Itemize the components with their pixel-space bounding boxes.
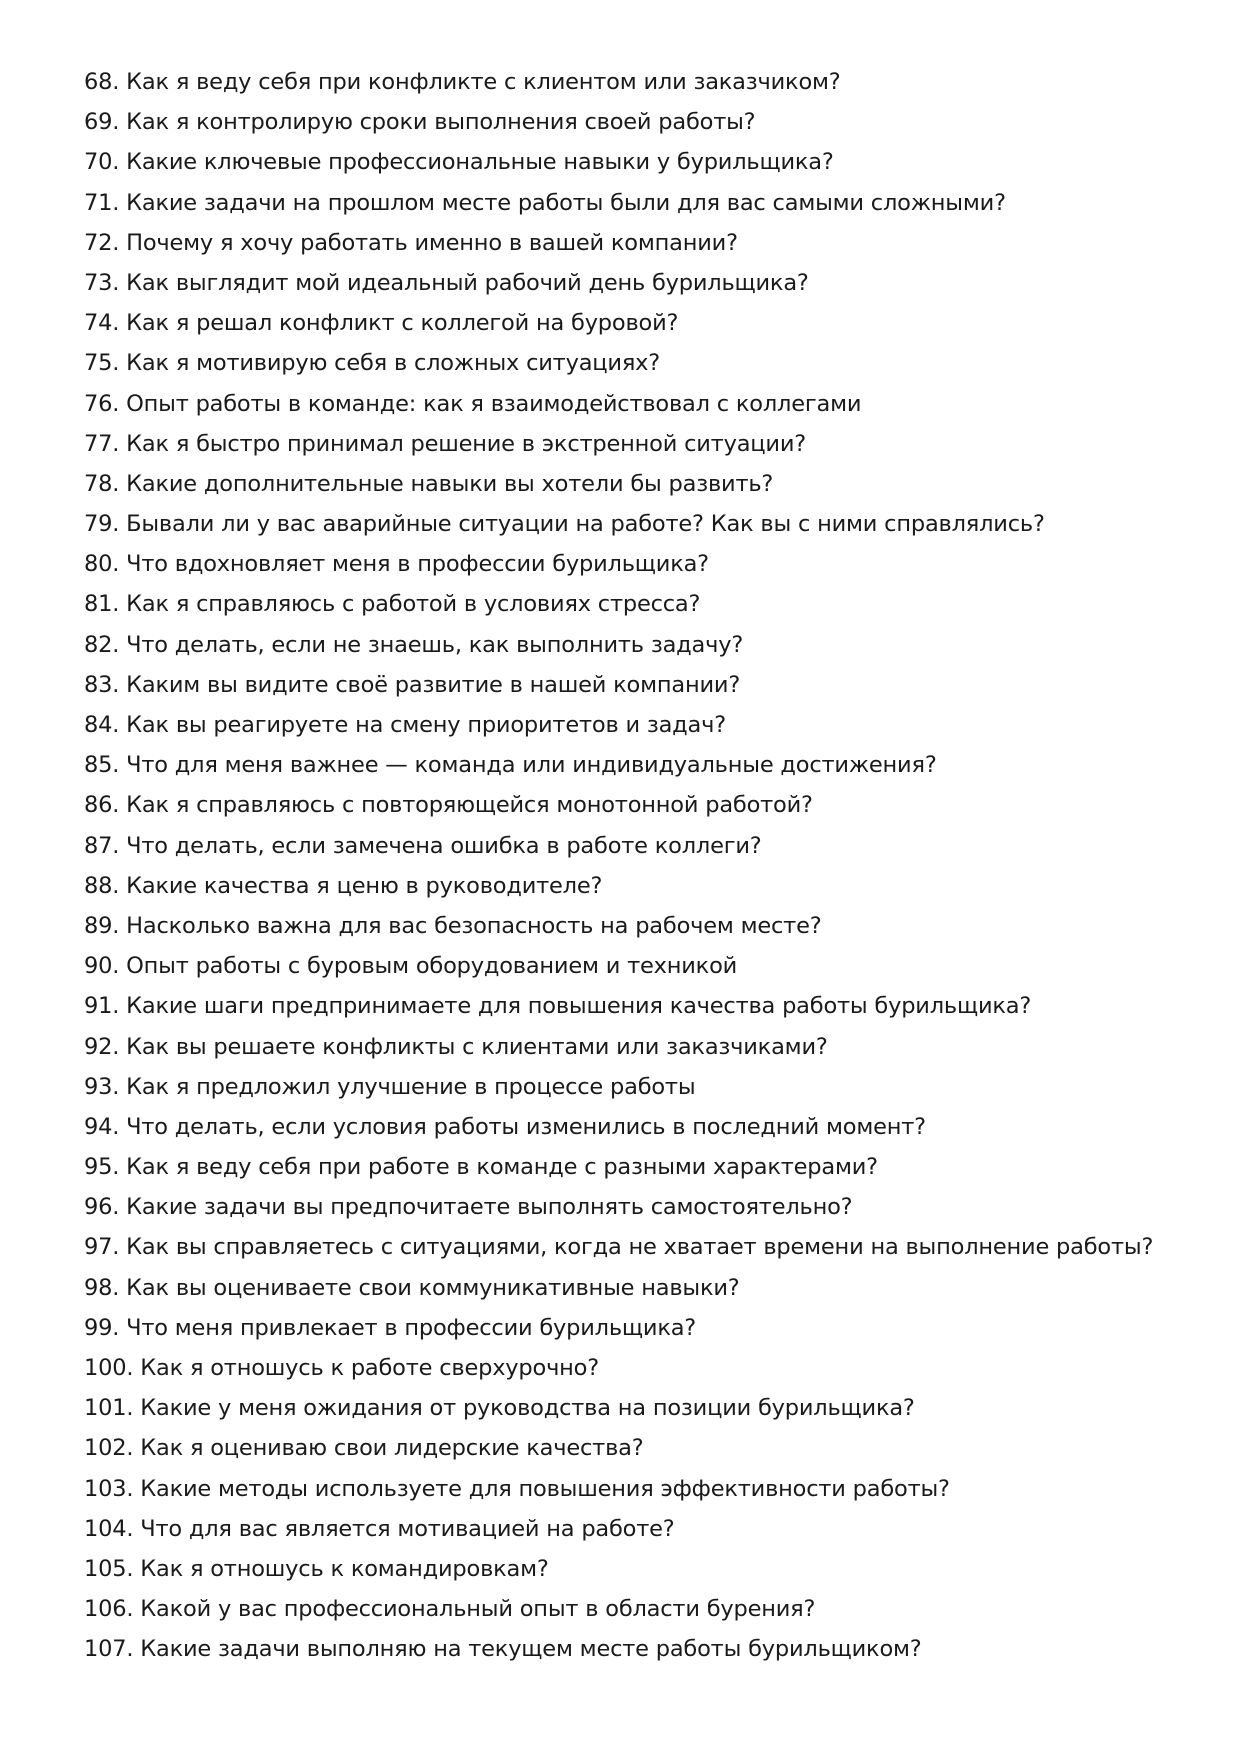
list-item: 71. Какие задачи на прошлом месте работы были для вас самыми сложными?	[84, 189, 1006, 216]
list-item: 72. Почему я хочу работать именно в вашей компании?	[84, 229, 738, 256]
list-item: 77. Как я быстро принимал решение в экстренной ситуации?	[84, 430, 806, 457]
list-item: 74. Как я решал конфликт с коллегой на буровой?	[84, 310, 679, 337]
list-item: 80. Что вдохновляет меня в профессии бурильщика?	[84, 551, 709, 578]
list-item: 98. Как вы оцениваете свои коммуникативные навыки?	[84, 1274, 740, 1301]
list-item: 107. Какие задачи выполняю на текущем месте работы бурильщиком?	[84, 1636, 922, 1663]
list-item: 94. Что делать, если условия работы изменились в последний момент?	[84, 1113, 926, 1140]
list-item: 99. Что меня привлекает в профессии бурильщика?	[84, 1314, 697, 1341]
list-item: 85. Что для меня важнее — команда или индивидуальные достижения?	[84, 752, 937, 779]
question-list	[84, 62, 1153, 1670]
list-item: 102. Как я оцениваю свои лидерские качества?	[84, 1435, 644, 1462]
list-item: 68. Как я веду себя при конфликте с клиентом или заказчиком?	[84, 69, 841, 95]
list-item: 69. Как я контролирую сроки выполнения своей работы?	[84, 109, 756, 136]
list-item: 81. Как я справляюсь с работой в условиях стресса?	[84, 591, 701, 618]
list-item: 105. Как я отношусь к командировкам?	[84, 1555, 549, 1582]
list-item: 75. Как я мотивирую себя в сложных ситуациях?	[84, 350, 661, 377]
list-item: 104. Что для вас является мотивацией на работе?	[84, 1515, 675, 1542]
list-item: 87. Что делать, если замечена ошибка в работе коллеги?	[84, 832, 762, 859]
list-item: 92. Как вы решаете конфликты с клиентами или заказчиками?	[84, 1033, 828, 1060]
list-item: 101. Какие у меня ожидания от руководства на позиции бурильщика?	[84, 1395, 915, 1422]
list-item: 83. Каким вы видите своё развитие в нашей компании?	[84, 671, 741, 698]
list-item: 89. Насколько важна для вас безопасность на рабочем месте?	[84, 912, 822, 939]
list-item: 84. Как вы реагируете на смену приоритетов и задач?	[84, 712, 726, 738]
list-item: 100. Как я отношусь к работе сверхурочно?	[84, 1355, 599, 1381]
list-item: 88. Какие качества я ценю в руководителе?	[84, 872, 603, 899]
list-item: 96. Какие задачи вы предпочитаете выполнять самостоятельно?	[84, 1194, 853, 1221]
list-item: 90. Опыт работы с буровым оборудованием и техникой	[84, 953, 738, 980]
list-item: 78. Какие дополнительные навыки вы хотели бы развить?	[84, 470, 774, 497]
list-item: 73. Как выглядит мой идеальный рабочий день бурильщика?	[84, 269, 809, 296]
list-item: 86. Как я справляюсь с повторяющейся монотонной работой?	[84, 792, 813, 819]
list-item: 93. Как я предложил улучшение в процессе работы	[84, 1073, 696, 1100]
list-item: 82. Что делать, если не знаешь, как выполнить задачу?	[84, 631, 744, 658]
list-item: 106. Какой у вас профессиональный опыт в области бурения?	[84, 1596, 816, 1623]
list-item: 97. Как вы справляетесь с ситуациями, когда не хватает времени на выполнение работы?	[84, 1234, 1154, 1261]
list-item: 95. Как я веду себя при работе в команде с разными характерами?	[84, 1154, 878, 1181]
list-item: 103. Какие методы используете для повышения эффективности работы?	[84, 1475, 950, 1502]
list-item: 76. Опыт работы в команде: как я взаимодействовал с коллегами	[84, 390, 862, 417]
list-item: 79. Бывали ли у вас аварийные ситуации на работе? Как вы с ними справлялись?	[84, 511, 1045, 538]
list-item: 91. Какие шаги предпринимаете для повышения качества работы бурильщика?	[84, 993, 1032, 1020]
list-item: 70. Какие ключевые профессиональные навыки у бурильщика?	[84, 149, 834, 176]
